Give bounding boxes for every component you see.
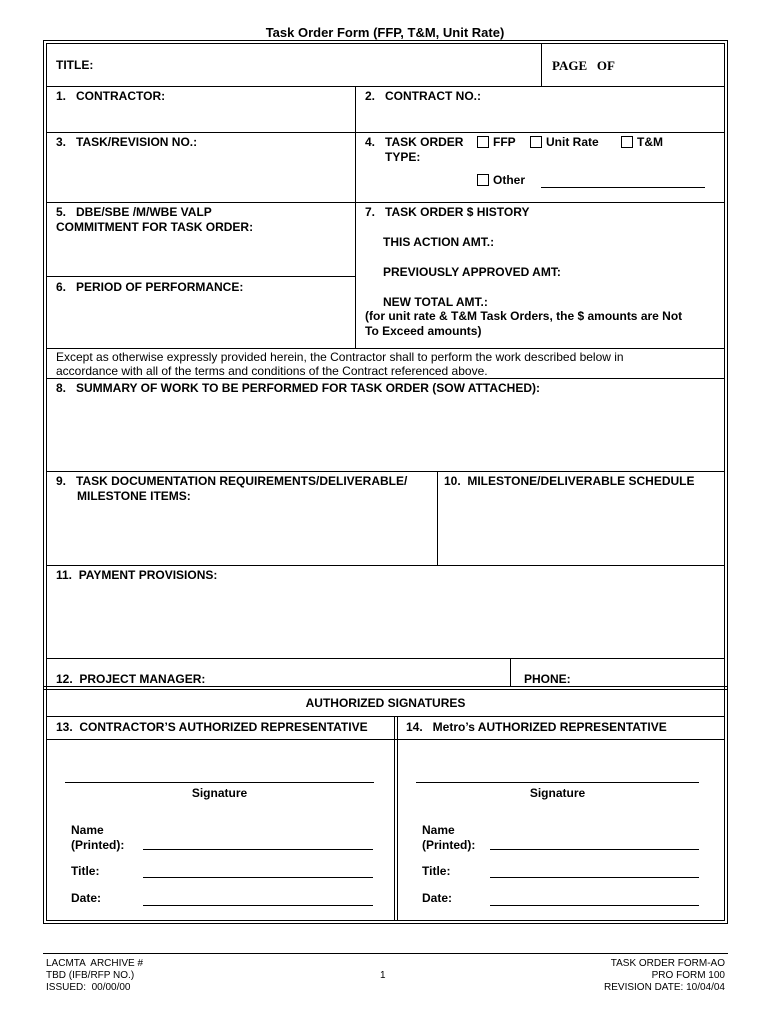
divider (46, 739, 725, 740)
new-total-label: NEW TOTAL AMT.: (383, 295, 488, 309)
footer-tbd: TBD (IFB/RFP NO.) (46, 970, 135, 981)
divider (46, 86, 725, 87)
metro-rep-label: 14. Metro’s AUTHORIZED REPRESENTATIVE (406, 720, 667, 734)
form-title: Task Order Form (FFP, T&M, Unit Rate) (265, 25, 505, 40)
unit-rate-checkbox[interactable] (530, 136, 542, 148)
documentation-label-2: MILESTONE ITEMS: (77, 489, 191, 503)
footer-form-name: TASK ORDER FORM-AO (610, 958, 725, 969)
divider (46, 202, 725, 203)
tm-checkbox[interactable] (621, 136, 633, 148)
metro-signature-line[interactable] (416, 782, 699, 783)
except-text-line2: accordance with all of the terms and conditions of the Contract referenced above. (56, 364, 488, 378)
metro-name-label: Name (422, 823, 455, 837)
divider (46, 716, 725, 717)
divider (510, 658, 511, 687)
divider (397, 716, 398, 921)
task-revision-label: 3. TASK/REVISION NO.: (56, 135, 198, 149)
divider (46, 471, 725, 472)
divider (46, 658, 725, 659)
divider (46, 565, 725, 566)
page-of-label: PAGE OF (552, 58, 615, 73)
dbe-label-2: COMMITMENT FOR TASK ORDER: (56, 220, 254, 234)
other-label: Other (493, 173, 526, 187)
documentation-label: 9. TASK DOCUMENTATION REQUIREMENTS/DELIVERABLE/ (56, 474, 408, 488)
contractor-printed-label: (Printed): (71, 838, 125, 852)
divider (46, 348, 725, 349)
footer-rule (43, 953, 728, 954)
contractor-signature-line[interactable] (65, 782, 374, 783)
contractor-date-input[interactable] (143, 905, 373, 906)
nte-note-line2: To Exceed amounts) (365, 324, 482, 338)
contractor-date-label: Date: (71, 891, 102, 905)
divider (394, 716, 395, 921)
project-manager-label: 12. PROJECT MANAGER: (56, 672, 206, 686)
divider (43, 689, 728, 690)
other-checkbox[interactable] (477, 174, 489, 186)
title-label: TITLE: (56, 58, 94, 72)
contractor-name-label: Name (71, 823, 104, 837)
contractor-title-label: Title: (71, 864, 100, 878)
contractor-name-input[interactable] (143, 849, 373, 850)
contractor-rep-label: 13. CONTRACTOR’S AUTHORIZED REPRESENTATIVE (56, 720, 368, 734)
contract-no-label: 2. CONTRACT NO.: (365, 89, 481, 103)
footer-page-number: 1 (380, 970, 386, 981)
divider (43, 686, 728, 687)
divider (46, 132, 725, 133)
ffp-label: FFP (493, 135, 516, 149)
metro-signature-label: Signature (529, 786, 586, 800)
summary-label: 8. SUMMARY OF WORK TO BE PERFORMED FOR TASK ORDER (SOW ATTACHED): (56, 381, 540, 395)
this-action-label: THIS ACTION AMT.: (383, 235, 495, 249)
divider (46, 276, 355, 277)
task-order-type-label-2: TYPE: (385, 150, 421, 164)
milestone-schedule-label: 10. MILESTONE/DELIVERABLE SCHEDULE (444, 474, 695, 488)
payment-label: 11. PAYMENT PROVISIONS: (56, 568, 218, 582)
other-input-line[interactable] (541, 187, 705, 188)
unit-rate-label: Unit Rate (546, 135, 599, 149)
metro-name-input[interactable] (490, 849, 699, 850)
metro-title-label: Title: (422, 864, 451, 878)
footer-issued: ISSUED: 00/00/00 (46, 982, 131, 993)
footer-archive: LACMTA ARCHIVE # (46, 958, 144, 969)
nte-note-line1: (for unit rate & T&M Task Orders, the $ amounts are Not (365, 309, 683, 323)
authorized-signatures-heading: AUTHORIZED SIGNATURES (305, 696, 466, 710)
metro-date-input[interactable] (490, 905, 699, 906)
contractor-signature-label: Signature (191, 786, 248, 800)
phone-label: PHONE: (524, 672, 571, 686)
footer-revision-date: REVISION DATE: 10/04/04 (604, 982, 725, 993)
footer-pro-form: PRO FORM 100 (651, 970, 725, 981)
metro-printed-label: (Printed): (422, 838, 476, 852)
contractor-title-input[interactable] (143, 877, 373, 878)
dbe-label: 5. DBE/SBE /M/WBE VALP (56, 205, 212, 219)
divider (541, 43, 542, 86)
contractor-label: 1. CONTRACTOR: (56, 89, 166, 103)
metro-title-input[interactable] (490, 877, 699, 878)
history-label: 7. TASK ORDER $ HISTORY (365, 205, 530, 219)
divider (437, 471, 438, 565)
divider (46, 378, 725, 379)
previously-approved-label: PREVIOUSLY APPROVED AMT: (383, 265, 561, 279)
period-label: 6. PERIOD OF PERFORMANCE: (56, 280, 244, 294)
divider (355, 86, 356, 348)
metro-date-label: Date: (422, 891, 453, 905)
task-order-type-label: 4. TASK ORDER (365, 135, 464, 149)
tm-label: T&M (637, 135, 663, 149)
except-text-line1: Except as otherwise expressly provided herein, the Contractor shall to perform the work described below in (56, 350, 624, 364)
ffp-checkbox[interactable] (477, 136, 489, 148)
